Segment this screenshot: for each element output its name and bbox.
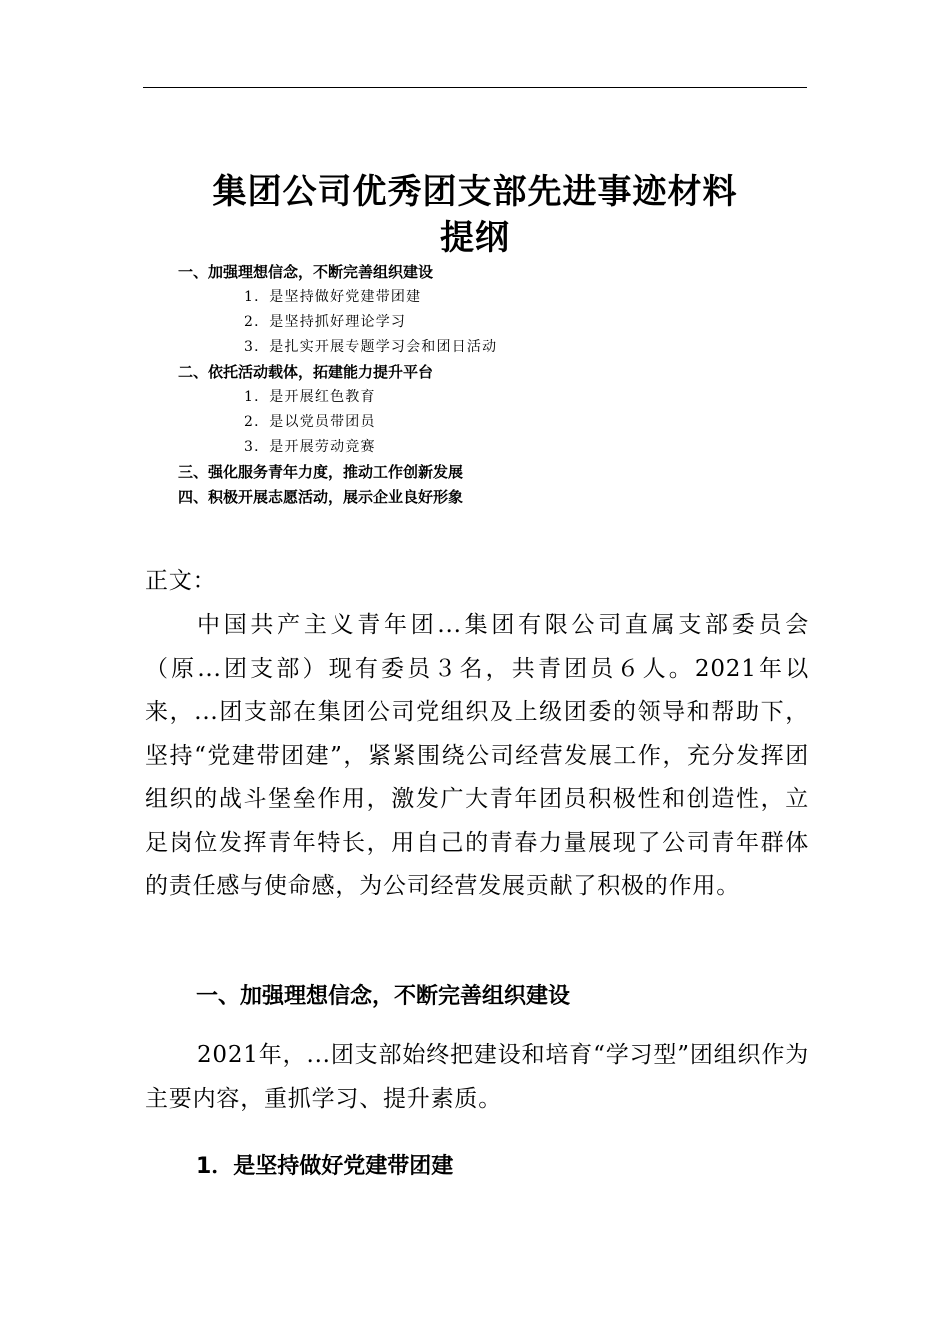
document-title: 集团公司优秀团支部先进事迹材料 (212, 172, 738, 212)
document-subtitle: 提纲 (440, 218, 510, 258)
outline-section: 四、积极开展志愿活动，展示企业良好形象 (178, 488, 464, 506)
subsection-heading: 1．是坚持做好党建带团建 (196, 1154, 454, 1179)
body-paragraph: 中国共产主义青年团...集团有限公司直属支部委员会（原...团支部）现有委员３名，共青团员６人。2021年以来，...团支部在集团公司党组织及上级团委的领导和帮助下，坚持“党建带团建”，紧紧围绕公司经营发展工作，充分发挥团组织的战斗堡垒作用，激发广大青年团员积极性和创造性，立足岗位发挥青年特长，用自己的青春力量展现了公司青年群体的责任感与使命感，为公司经营发展贡献了积极的作用。 (145, 612, 809, 899)
outline-subitem: 3．是扎实开展专题学习会和团日活动 (244, 339, 498, 355)
outline-subitem: 2．是以党员带团员 (244, 414, 376, 430)
section-heading: 一、加强理想信念，不断完善组织建设 (196, 984, 571, 1009)
outline-subitem: 3．是开展劳动竞赛 (244, 439, 376, 455)
outline-subitem: 2．是坚持抓好理论学习 (244, 314, 407, 330)
header-rule (143, 87, 807, 88)
outline-section: 三、强化服务青年力度，推动工作创新发展 (178, 463, 464, 481)
body-label: 正文： (145, 568, 217, 594)
outline-subitem: 1．是坚持做好党建带团建 (244, 289, 422, 305)
outline-section: 二、依托活动载体，拓建能力提升平台 (178, 363, 434, 381)
outline-section: 一、加强理想信念，不断完善组织建设 (178, 263, 434, 281)
outline-subitem: 1．是开展红色教育 (244, 389, 376, 405)
body-paragraph: 2021年，...团支部始终把建设和培育“学习型”团组织作为主要内容，重抓学习、提升素质。 (145, 1042, 809, 1112)
